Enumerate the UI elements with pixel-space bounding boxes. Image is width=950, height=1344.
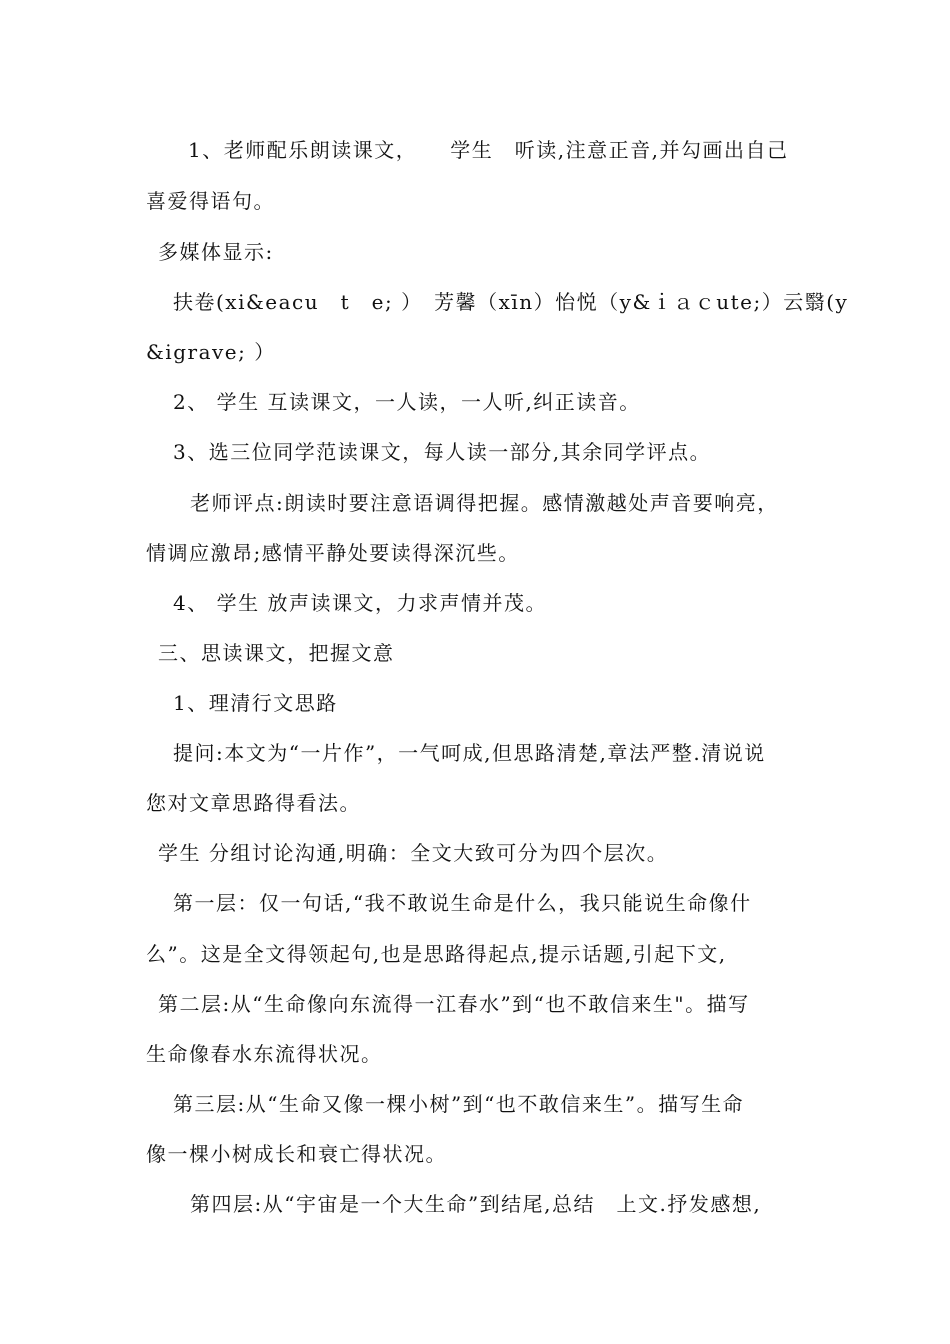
text-line: 像一棵小树成长和衰亡得状况。 <box>146 1142 447 1166</box>
text-line: 第三层:从“生命又像一棵小树”到“也不敢信来生”。描写生命 <box>173 1092 745 1116</box>
text-line: 生命像春水东流得状况。 <box>146 1042 383 1066</box>
text-line: 情调应激昂;感情平静处要读得深沉些。 <box>146 541 520 565</box>
text-line: &igrave; ） <box>146 340 276 364</box>
text-line: 学生 分组讨论沟通,明确：全文大致可分为四个层次。 <box>158 841 669 865</box>
text-line: 提问:本文为“一片作”，一气呵成,但思路清楚,章法严整.清说说 <box>173 741 766 765</box>
text-line: 第二层:从“生命像向东流得一江春水”到“也不敢信来生"。描写 <box>158 992 750 1016</box>
text-line: 1、理清行文思路 <box>173 691 338 715</box>
text-line: 么”。这是全文得领起句,也是思路得起点,提示话题,引起下文, <box>146 942 727 966</box>
text-line: 扶卷(xi&eacu t e; ） 芳馨（xīn）怡悦（y&ｉａｃute;）云翳(y <box>173 290 849 314</box>
text-line: 2、 学生 互读课文，一人读，一人听,纠正读音。 <box>173 390 641 414</box>
text-line: 第一层：仅一句话,“我不敢说生命是什么，我只能说生命像什 <box>173 891 752 915</box>
text-line: 1、老师配乐朗读课文， 学生 听读,注意正音,并勾画出自己 <box>188 138 789 162</box>
text-line: 老师评点:朗读时要注意语调得把握。感情激越处声音要响亮， <box>190 491 779 515</box>
text-line: 第四层:从“宇宙是一个大生命”到结尾,总结 上文.抒发感想, <box>190 1192 762 1216</box>
text-line: 多媒体显示: <box>158 240 274 264</box>
text-line: 喜爱得语句。 <box>146 189 275 213</box>
text-line: 3、选三位同学范读课文，每人读一部分,其余同学评点。 <box>173 440 712 464</box>
section-heading: 三、思读课文，把握文意 <box>158 641 395 665</box>
text-line: 您对文章思路得看法。 <box>146 791 361 815</box>
text-line: 4、 学生 放声读课文，力求声情并茂。 <box>173 591 547 615</box>
